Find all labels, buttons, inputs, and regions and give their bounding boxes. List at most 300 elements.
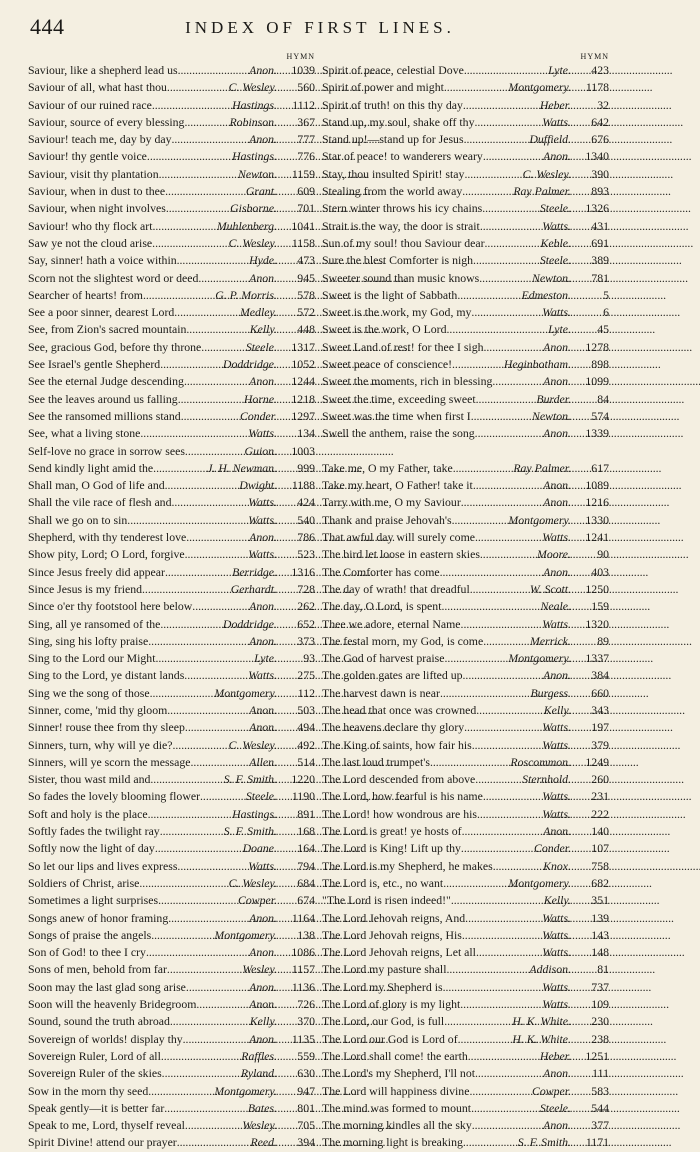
- index-entry: [322, 633, 609, 650]
- author-name: Anon.: [543, 1118, 571, 1133]
- author-name: Kelly.: [249, 1014, 277, 1029]
- hymn-number: 1178: [585, 80, 609, 95]
- hymn-number: 168: [297, 824, 315, 839]
- first-line: The Lord descended from above: [322, 772, 476, 787]
- dot-leader: [148, 1083, 214, 1100]
- hymn-number: 112: [297, 685, 315, 700]
- author-name: Newton.: [532, 408, 571, 423]
- dot-leader: [161, 1048, 241, 1065]
- first-line: Searcher of hearts! from: [28, 287, 143, 302]
- dot-leader: [445, 650, 509, 667]
- index-entry: [322, 373, 609, 390]
- hymn-number: 898: [591, 357, 609, 372]
- index-entry: [28, 252, 315, 269]
- index-entry: [28, 1083, 315, 1100]
- author-name: Anon.: [249, 63, 277, 77]
- index-entry: [28, 616, 315, 633]
- hymn-number: 1041: [291, 218, 315, 233]
- index-entry: [322, 148, 609, 165]
- first-line: Saviour of our ruined race: [28, 97, 152, 112]
- author-name: Hastings.: [232, 149, 277, 164]
- dot-leader: [201, 339, 246, 356]
- hymn-number: 90: [597, 547, 609, 562]
- hymn-number: 1039: [291, 63, 315, 77]
- first-line: Sweet peace of conscience!: [322, 357, 453, 372]
- hymn-number: 1340: [585, 149, 609, 164]
- hymn-number: 728: [297, 581, 315, 596]
- index-entry: [28, 529, 315, 546]
- hymn-number: 1099: [585, 374, 609, 389]
- first-line: Since Jesus is my friend: [28, 581, 143, 596]
- index-entry: [28, 391, 315, 408]
- dot-leader: [146, 944, 249, 961]
- first-line: Softly fades the twilight ray: [28, 824, 160, 839]
- index-entry: [28, 443, 315, 460]
- first-line: Shepherd, with thy tenderest love: [28, 530, 187, 545]
- hymn-number: 514: [297, 754, 315, 769]
- dot-leader: [473, 477, 543, 494]
- index-entry: [322, 183, 609, 200]
- author-name: C. Wesley.: [228, 235, 277, 250]
- index-entry: [28, 1065, 315, 1082]
- dot-leader: [463, 97, 540, 114]
- first-line: The heavens declare thy glory: [322, 720, 465, 735]
- dot-leader: [462, 823, 544, 840]
- first-line: Sinners, turn, why will ye die?: [28, 737, 173, 752]
- hymn-number: 691: [591, 235, 609, 250]
- first-line: Soon may the last glad song arise: [28, 979, 186, 994]
- first-line: So fades the lovely blooming flower: [28, 789, 201, 804]
- index-entry: [322, 581, 609, 598]
- author-name: Horne.: [243, 391, 277, 406]
- author-name: Watts.: [248, 858, 277, 873]
- hymn-number: 1216: [585, 495, 609, 510]
- author-name: H. K. White.: [512, 1031, 571, 1046]
- author-name: Watts.: [542, 979, 571, 994]
- index-entry: [28, 148, 315, 165]
- dot-leader: [460, 996, 542, 1013]
- hymn-number: 737: [591, 979, 609, 994]
- index-entry: [322, 996, 609, 1013]
- index-entry: [28, 494, 315, 511]
- dot-leader: [160, 616, 223, 633]
- dot-leader: [167, 961, 242, 978]
- dot-leader: [181, 408, 240, 425]
- author-name: Anon.: [543, 339, 571, 354]
- dot-leader: [475, 1065, 543, 1082]
- first-line: Soft and holy is the place: [28, 806, 148, 821]
- first-line: Tarry with me, O my Saviour: [322, 495, 461, 510]
- dot-leader: [463, 1134, 518, 1151]
- dot-leader: [139, 875, 228, 892]
- hymn-number: 503: [297, 702, 315, 717]
- hymn-number: 6: [603, 305, 609, 320]
- hymn-number: 1112: [292, 97, 315, 112]
- index-entry: [28, 79, 315, 96]
- first-line: The Lord is my Shepherd, he makes: [322, 858, 493, 873]
- first-line: Saviour, source of every blessing: [28, 114, 185, 129]
- index-entry: [322, 892, 609, 909]
- hymn-number: 351: [591, 893, 609, 908]
- hymn-number: 705: [297, 1118, 315, 1133]
- index-entry: [28, 650, 315, 667]
- dot-leader: [184, 373, 249, 390]
- first-line: Stand up!—stand up for Jesus: [322, 132, 464, 147]
- hymn-number: 473: [297, 253, 315, 268]
- first-line: The festal morn, my God, is come: [322, 633, 484, 648]
- first-line: Show pity, Lord; O Lord, forgive: [28, 547, 185, 562]
- first-line: Sinner! rouse thee from thy sleep: [28, 720, 185, 735]
- author-name: W. Scott.: [529, 581, 571, 596]
- dot-leader: [464, 166, 522, 183]
- index-entry: [322, 321, 609, 338]
- first-line: See, gracious God, before thy throne: [28, 339, 202, 354]
- author-name: Gerhardt.: [230, 581, 277, 596]
- author-name: Steele.: [245, 789, 277, 804]
- first-line: Spirit Divine! attend our prayer: [28, 1135, 177, 1150]
- author-name: S. F. Smith.: [223, 824, 277, 839]
- author-name: C. Wesley.: [522, 166, 571, 181]
- hymn-number: 367: [297, 114, 315, 129]
- dot-leader: [461, 616, 543, 633]
- dot-leader: [473, 252, 540, 269]
- hymn-number: 1086: [291, 945, 315, 960]
- author-name: Watts.: [248, 668, 277, 683]
- first-line: The Lord my Shepherd is: [322, 979, 443, 994]
- index-entry: [322, 287, 609, 304]
- dot-leader: [159, 166, 238, 183]
- hymn-number: 423: [591, 63, 609, 77]
- index-entry: [322, 79, 609, 96]
- author-name: Cowper.: [237, 893, 277, 908]
- index-entry: [28, 425, 315, 442]
- first-line: Thee we adore, eternal Name: [322, 616, 461, 631]
- index-entry: [322, 979, 609, 996]
- author-name: Guion.: [244, 443, 277, 458]
- author-name: Doddridge.: [222, 616, 277, 631]
- author-name: Wesley.: [242, 1118, 277, 1133]
- author-name: Wesley.: [242, 962, 277, 977]
- hymn-number: 431: [591, 218, 609, 233]
- first-line: The Lord! how wondrous are his: [322, 806, 477, 821]
- hymn-number: 1052: [291, 357, 315, 372]
- author-name: Heber.: [539, 1048, 571, 1063]
- author-name: Anon.: [543, 426, 571, 441]
- hymn-number: 143: [591, 927, 609, 942]
- index-entry: [322, 97, 609, 114]
- index-entry: [322, 1065, 609, 1082]
- dot-leader: [140, 425, 248, 442]
- index-entry: [322, 564, 609, 581]
- first-line: Sinner, come, 'mid thy gloom: [28, 702, 168, 717]
- index-entry: [28, 460, 315, 477]
- first-line: See, from Zion's sacred mountain: [28, 322, 187, 337]
- dot-leader: [452, 356, 504, 373]
- hymn-number: 801: [297, 1100, 315, 1115]
- dot-leader: [447, 321, 549, 338]
- index-entry: [28, 131, 315, 148]
- index-entry: [322, 408, 609, 425]
- author-name: Cowper.: [531, 1083, 571, 1098]
- dot-leader: [465, 910, 542, 927]
- hymn-number: 572: [297, 305, 315, 320]
- author-name: Anon.: [249, 633, 277, 648]
- dot-leader: [440, 685, 531, 702]
- index-entry: [28, 737, 315, 754]
- hymn-number: 893: [591, 184, 609, 199]
- dot-leader: [447, 961, 530, 978]
- dot-leader: [476, 702, 544, 719]
- index-entry: [28, 1117, 315, 1134]
- hymn-number: 786: [297, 530, 315, 545]
- index-entry: [28, 806, 315, 823]
- hymn-number: 574: [591, 408, 609, 423]
- dot-leader: [184, 667, 248, 684]
- author-name: Doane.: [242, 841, 277, 856]
- index-entry: [322, 702, 609, 719]
- author-name: Montgomery.: [508, 651, 571, 666]
- dot-leader: [152, 235, 228, 252]
- author-name: Watts.: [248, 495, 277, 510]
- author-name: Lyte.: [548, 322, 571, 337]
- hymn-number: 776: [297, 149, 315, 164]
- first-line: Sun of my soul! thou Saviour dear: [322, 235, 485, 250]
- index-entry: [322, 218, 609, 235]
- hymn-number: 81: [597, 962, 609, 977]
- index-entry: [28, 235, 315, 252]
- author-name: Anon.: [249, 374, 277, 389]
- author-name: Watts.: [542, 720, 571, 735]
- dot-leader: [178, 62, 250, 79]
- hymn-column-heading: HYMN: [286, 52, 315, 61]
- author-name: Reed.: [250, 1135, 277, 1150]
- author-name: Kelly.: [543, 702, 571, 717]
- hymn-number: 140: [591, 824, 609, 839]
- dot-leader: [483, 788, 542, 805]
- index-entry: [28, 702, 315, 719]
- hymn-number: 111: [592, 1066, 609, 1081]
- index-entry: [322, 719, 609, 736]
- hymn-number: 139: [591, 910, 609, 925]
- dot-leader: [458, 1031, 513, 1048]
- author-name: Knox.: [543, 858, 571, 873]
- first-line: Sinners, will ye scorn the message: [28, 754, 191, 769]
- hymn-number: 1188: [291, 478, 315, 493]
- first-line: The Comforter has come: [322, 564, 440, 579]
- hymn-number: 5: [603, 287, 609, 302]
- hymn-number: 945: [297, 270, 315, 285]
- hymn-number: 262: [297, 599, 315, 614]
- first-line: The head that once was crowned: [322, 702, 477, 717]
- dot-leader: [475, 771, 522, 788]
- first-line: The morning kindles all the sky: [322, 1118, 472, 1133]
- dot-leader: [469, 1083, 532, 1100]
- author-name: Anon.: [249, 1031, 277, 1046]
- first-line: Songs anew of honor framing: [28, 910, 169, 925]
- first-line: The Lord my pasture shall: [322, 962, 447, 977]
- index-entry: [28, 875, 315, 892]
- dot-leader: [160, 356, 223, 373]
- first-line: Sing, sing his lofty praise: [28, 633, 149, 648]
- index-entry: [28, 996, 315, 1013]
- index-entry: [322, 200, 609, 217]
- author-name: Newton.: [532, 270, 571, 285]
- author-name: Anon.: [543, 824, 571, 839]
- author-name: S. F. Smith.: [223, 772, 277, 787]
- index-entry: [322, 270, 609, 287]
- index-entry: [28, 564, 315, 581]
- index-entry: [322, 1117, 609, 1134]
- first-line: Sovereign Ruler of the skies: [28, 1066, 162, 1081]
- dot-leader: [480, 218, 542, 235]
- author-name: Conder.: [239, 408, 277, 423]
- hymn-number: 1164: [291, 910, 315, 925]
- first-line: Saviour, when in dust to thee: [28, 184, 166, 199]
- first-line: Sow in the morn thy seed: [28, 1083, 149, 1098]
- first-line: The God of harvest praise: [322, 651, 445, 666]
- hymn-number: 384: [591, 668, 609, 683]
- hymn-number: 389: [591, 253, 609, 268]
- author-name: Anon.: [543, 478, 571, 493]
- dot-leader: [472, 1117, 543, 1134]
- first-line: Sweet is the work, my God, my: [322, 305, 472, 320]
- index-entry: [322, 944, 609, 961]
- first-line: The Lord shall come! the earth: [322, 1048, 468, 1063]
- dot-leader: [441, 598, 540, 615]
- author-name: Watts.: [542, 114, 571, 129]
- author-name: Ray Palmer.: [513, 460, 571, 475]
- index-entry: [322, 667, 609, 684]
- index-entry: [28, 356, 315, 373]
- hymn-number: 343: [591, 702, 609, 717]
- author-name: Montgomery.: [214, 927, 277, 942]
- author-name: Watts.: [542, 910, 571, 925]
- dot-leader: [185, 443, 245, 460]
- dot-leader: [482, 200, 540, 217]
- author-name: Roscommon.: [510, 754, 571, 769]
- index-entry: [322, 788, 609, 805]
- first-line: See the eternal Judge descending: [28, 374, 184, 389]
- first-line: Saviour, visit thy plantation: [28, 166, 159, 181]
- first-line: Stern winter throws his icy chains: [322, 201, 483, 216]
- first-line: Sons of men, behold from far: [28, 962, 167, 977]
- author-name: Dwight.: [239, 478, 277, 493]
- author-name: Anon.: [249, 997, 277, 1012]
- author-name: S. F. Smith.: [517, 1135, 571, 1150]
- first-line: The Lord Jehovah reigns, Let all: [322, 945, 476, 960]
- hymn-number: 1158: [291, 235, 315, 250]
- index-entry: [28, 166, 315, 183]
- hymn-number: 684: [297, 875, 315, 890]
- index-entry: [28, 408, 315, 425]
- dot-leader: [462, 183, 513, 200]
- dot-leader: [462, 927, 542, 944]
- hymn-number: 676: [591, 132, 609, 147]
- first-line: The day of wrath! that dreadful: [322, 581, 470, 596]
- index-entry: [28, 512, 315, 529]
- dot-leader: [162, 1065, 241, 1082]
- dot-leader: [430, 754, 510, 771]
- author-name: C. Wesley.: [228, 737, 277, 752]
- dot-leader: [479, 270, 532, 287]
- dot-leader: [158, 892, 238, 909]
- author-name: C. Wesley.: [228, 80, 277, 95]
- hymn-number: 394: [297, 1135, 315, 1150]
- dot-leader: [457, 287, 521, 304]
- first-line: The King of saints, how fair his: [322, 737, 472, 752]
- first-line: See, what a living stone: [28, 426, 141, 441]
- first-line: Sweeter sound than music knows: [322, 270, 480, 285]
- hymn-number: 674: [297, 893, 315, 908]
- first-line: Soldiers of Christ, arise: [28, 875, 140, 890]
- first-line: The Lord is King! Lift up thy: [322, 841, 461, 856]
- author-name: Montgomery.: [508, 80, 571, 95]
- dot-leader: [155, 650, 254, 667]
- hymn-number: 159: [591, 599, 609, 614]
- hymn-number: 891: [297, 806, 315, 821]
- hymn-number: 726: [297, 997, 315, 1012]
- first-line: So let our lips and lives express: [28, 858, 178, 873]
- hymn-number: 1251: [585, 1048, 609, 1063]
- first-line: Sister, thou wast mild and: [28, 772, 151, 787]
- index-entry: [28, 598, 315, 615]
- dot-leader: [185, 1117, 242, 1134]
- author-name: Watts.: [248, 547, 277, 562]
- author-name: Anon.: [249, 599, 277, 614]
- hymn-number: 682: [591, 875, 609, 890]
- author-name: Edmeston.: [521, 287, 571, 302]
- author-name: Steele.: [245, 339, 277, 354]
- first-line: The Lord's my Shepherd, I'll not: [322, 1066, 475, 1081]
- first-line: Say, sinner! hath a voice within: [28, 253, 177, 268]
- hymn-number: 1278: [585, 339, 609, 354]
- dot-leader: [476, 391, 537, 408]
- index-entry: [322, 961, 609, 978]
- dot-leader: [171, 494, 248, 511]
- hymn-number: 1297: [291, 408, 315, 423]
- dot-leader: [148, 633, 249, 650]
- first-line: The golden gates are lifted up: [322, 668, 463, 683]
- author-name: Robinson.: [229, 114, 277, 129]
- author-name: Anon.: [249, 945, 277, 960]
- page-header: [30, 14, 610, 42]
- index-entry: [28, 114, 315, 131]
- first-line: Sing, all ye ransomed of the: [28, 616, 161, 631]
- hymn-number: 523: [297, 547, 315, 562]
- first-line: The Lord is, etc., no want: [322, 875, 444, 890]
- dot-leader: [178, 391, 244, 408]
- author-name: Watts.: [542, 616, 571, 631]
- dot-leader: [167, 79, 229, 96]
- author-name: Addison.: [529, 962, 571, 977]
- dot-leader: [463, 667, 544, 684]
- hymn-number: 1326: [585, 201, 609, 216]
- first-line: Since Jesus freely did appear: [28, 564, 165, 579]
- index-entry: [28, 218, 315, 235]
- first-line: The harvest dawn is near: [322, 685, 440, 700]
- index-entry: [28, 910, 315, 927]
- author-name: Watts.: [248, 426, 277, 441]
- index-entry: [322, 131, 609, 148]
- author-name: Anon.: [249, 979, 277, 994]
- first-line: Songs of praise the angels: [28, 927, 152, 942]
- first-line: Sweet the moments, rich in blessing: [322, 374, 493, 389]
- first-line: The Lord will happiness divine: [322, 1083, 470, 1098]
- index-entry: [322, 598, 609, 615]
- author-name: Anon.: [249, 910, 277, 925]
- author-name: Watts.: [542, 997, 571, 1012]
- hymn-number: 32: [597, 97, 609, 112]
